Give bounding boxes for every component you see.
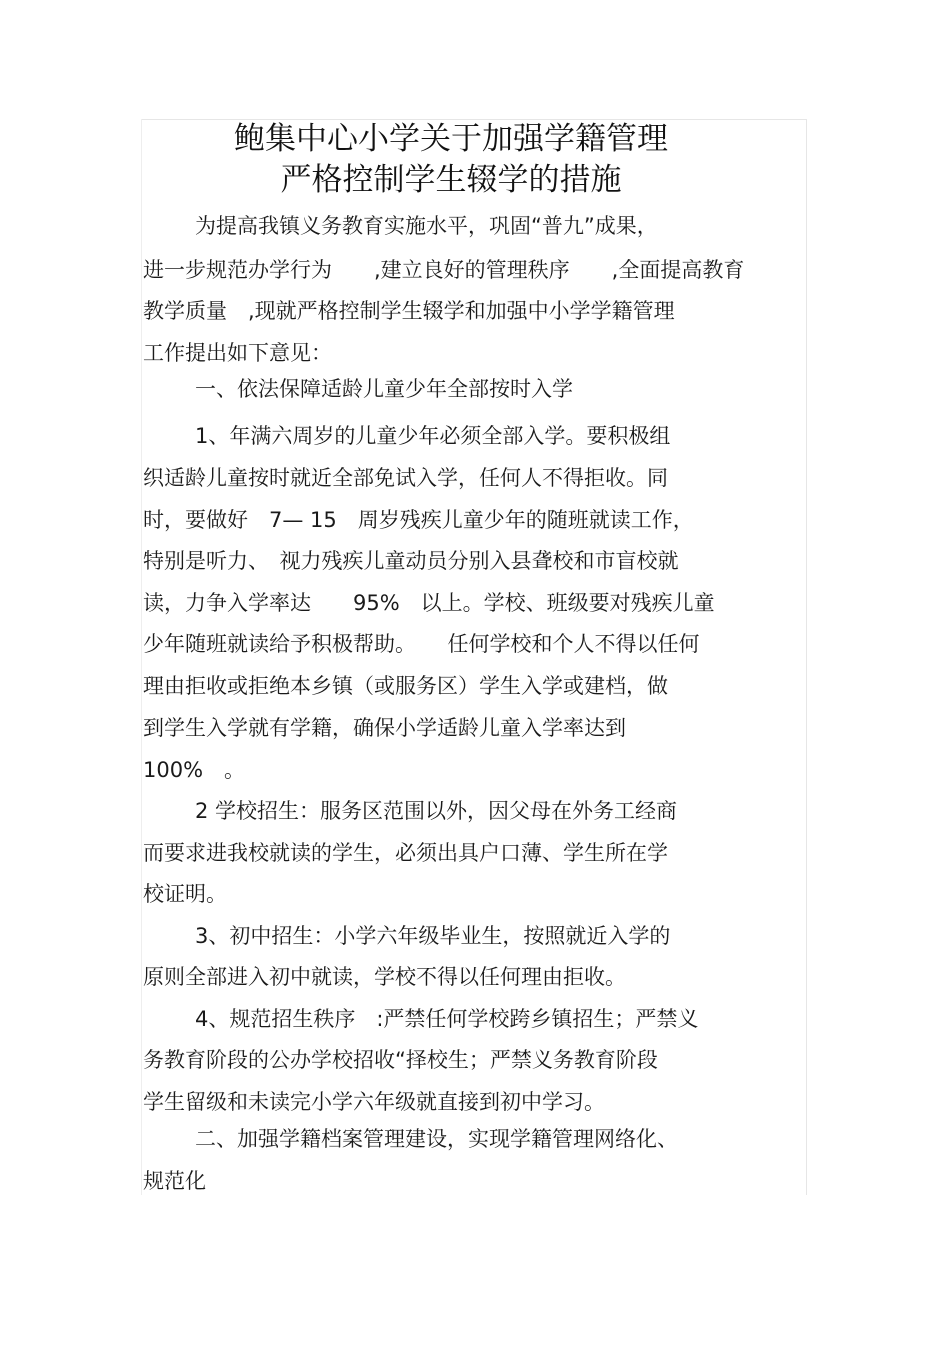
intro-line-1: 为提高我镇义务教育实施水平，巩固“普九”成果， [195, 214, 658, 238]
item-2-line-1: 2 学校招生：服务区范围以外，因父母在外务工经商 [195, 799, 678, 823]
item-4-line-3: 学生留级和未读完小学六年级就直接到初中学习。 [143, 1090, 605, 1114]
intro-line-4: 工作提出如下意见： [143, 341, 332, 365]
section-heading-2-line-1: 二、加强学籍档案管理建设，实现学籍管理网络化、 [195, 1127, 678, 1151]
item-1-line-7: 理由拒收或拒绝本乡镇（或服务区）学生入学或建档，做 [143, 674, 668, 698]
document-title-line-2: 严格控制学生辍学的措施 [280, 162, 622, 198]
section-heading-1: 一、依法保障适龄儿童少年全部按时入学 [195, 377, 573, 401]
item-3-line-2: 原则全部进入初中就读，学校不得以任何理由拒收。 [143, 965, 626, 989]
page-border-left [141, 119, 142, 1195]
item-1-line-5: 读，力争入学率达 95% 以上。学校、班级要对残疾儿童 [143, 591, 715, 615]
section-heading-2-line-2: 规范化 [143, 1169, 206, 1193]
item-1-line-9: 100% 。 [143, 758, 246, 782]
page-border-right [806, 119, 807, 1195]
item-2-line-3: 校证明。 [143, 882, 227, 906]
intro-line-2: 进一步规范办学行为 ,建立良好的管理秩序 ,全面提高教育 [143, 258, 745, 282]
document-title-line-1: 鲍集中心小学关于加强学籍管理 [234, 121, 668, 157]
item-1-line-4: 特别是听力、 视力残疾儿童动员分别入县聋校和市盲校就 [143, 549, 679, 573]
item-1-line-2: 织适龄儿童按时就近全部免试入学，任何人不得拒收。同 [143, 466, 668, 490]
item-2-line-2: 而要求进我校就读的学生，必须出具户口薄、学生所在学 [143, 841, 668, 865]
item-1-line-8: 到学生入学就有学籍，确保小学适龄儿童入学率达到 [143, 716, 626, 740]
intro-line-3: 教学质量 ,现就严格控制学生辍学和加强中小学学籍管理 [143, 299, 675, 323]
item-1-line-6: 少年随班就读给予积极帮助。 任何学校和个人不得以任何 [143, 632, 700, 656]
item-1-line-1: 1、年满六周岁的儿童少年必须全部入学。要积极组 [195, 424, 671, 448]
item-4-line-1: 4、规范招生秩序 :严禁任何学校跨乡镇招生；严禁义 [195, 1007, 699, 1031]
item-1-line-3: 时，要做好 7— 15 周岁残疾儿童少年的随班就读工作， [143, 508, 694, 532]
item-3-line-1: 3、初中招生：小学六年级毕业生，按照就近入学的 [195, 924, 671, 948]
item-4-line-2: 务教育阶段的公办学校招收“择校生；严禁义务教育阶段 [143, 1048, 658, 1072]
